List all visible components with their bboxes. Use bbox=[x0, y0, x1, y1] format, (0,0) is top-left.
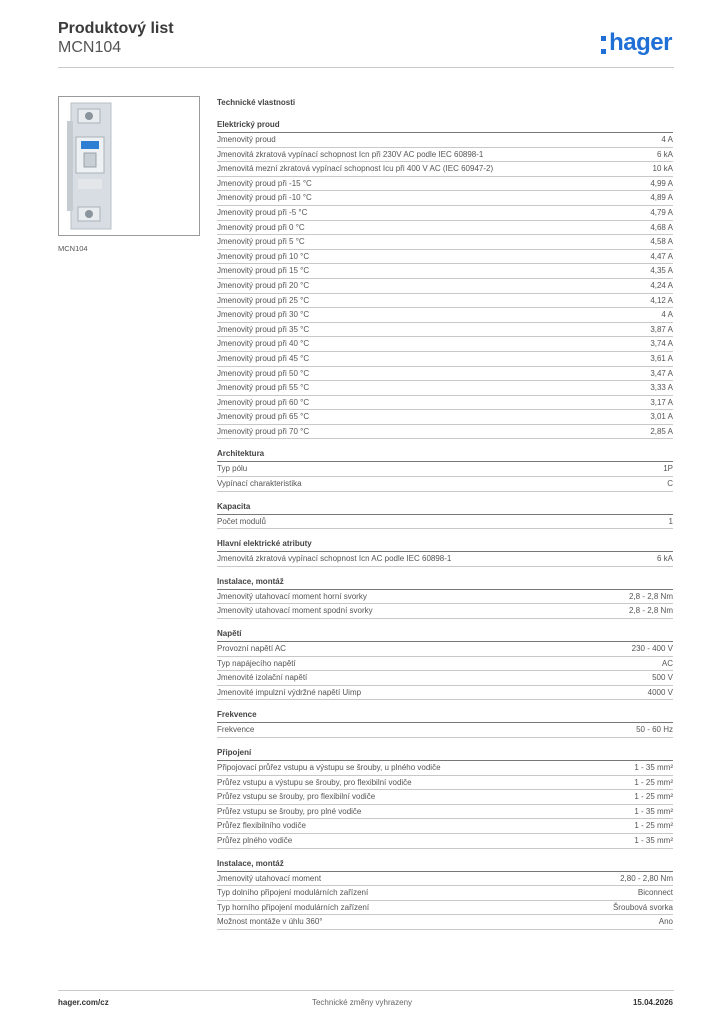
spec-label: Jmenovitá zkratová vypínací schopnost Icn při 230V AC podle IEC 60898-1 bbox=[217, 149, 484, 159]
spec-row bbox=[217, 515, 673, 530]
spec-value: 2,85 A bbox=[650, 426, 673, 436]
spec-row bbox=[217, 886, 673, 901]
document-subtitle: MCN104 bbox=[58, 39, 122, 56]
spec-section bbox=[217, 448, 673, 491]
spec-row bbox=[217, 590, 673, 605]
spec-row bbox=[217, 381, 673, 396]
spec-section bbox=[217, 501, 673, 530]
spec-row bbox=[217, 834, 673, 849]
section-spacer bbox=[217, 700, 673, 709]
spec-value: AC bbox=[661, 658, 673, 668]
spec-label: Frekvence bbox=[217, 725, 255, 735]
page-header bbox=[58, 20, 674, 70]
spec-label: Jmenovité impulzní výdržné napětí Uimp bbox=[217, 687, 362, 697]
spec-row bbox=[217, 367, 673, 382]
spec-row bbox=[217, 604, 673, 619]
spec-value: 4,47 A bbox=[650, 251, 673, 261]
spec-row bbox=[217, 279, 673, 294]
spec-row bbox=[217, 410, 673, 425]
spec-section bbox=[217, 576, 673, 619]
footer-divider bbox=[58, 990, 674, 991]
spec-section bbox=[217, 709, 673, 738]
spec-value: 4,89 A bbox=[650, 193, 673, 203]
document-title: Produktový list bbox=[58, 20, 174, 37]
logo-dots-icon bbox=[601, 36, 607, 54]
spec-label: Jmenovitá mezní zkratová vypínací schopnost Icu při 400 V AC (IEC 60947-2) bbox=[217, 164, 494, 174]
spec-row bbox=[217, 323, 673, 338]
spec-value: Biconnect bbox=[637, 888, 673, 898]
spec-row bbox=[217, 352, 673, 367]
specs-heading: Technické vlastnosti bbox=[217, 98, 296, 107]
product-image-frame bbox=[58, 96, 200, 236]
section-spacer bbox=[217, 738, 673, 747]
spec-value: 4000 V bbox=[647, 687, 673, 697]
spec-label: Typ pólu bbox=[217, 464, 248, 474]
spec-value: 1 - 35 mm² bbox=[634, 806, 673, 816]
spec-value: 2,80 - 2,80 Nm bbox=[620, 873, 673, 883]
spec-section bbox=[217, 858, 673, 930]
spec-value: 3,17 A bbox=[650, 397, 673, 407]
spec-value: 2,8 - 2,8 Nm bbox=[628, 591, 673, 601]
spec-label: Jmenovitý proud při 50 °C bbox=[217, 368, 310, 378]
spec-label: Typ horního připojení modulárních zařízení bbox=[217, 902, 370, 912]
spec-label: Jmenovitý proud při 25 °C bbox=[217, 295, 310, 305]
section-title: Připojení bbox=[217, 747, 673, 761]
spec-value: 4,12 A bbox=[650, 295, 673, 305]
spec-label: Jmenovité izolační napětí bbox=[217, 673, 308, 683]
spec-value: 10 kA bbox=[652, 164, 673, 174]
spec-row bbox=[217, 177, 673, 192]
section-title: Kapacita bbox=[217, 501, 673, 515]
spec-row bbox=[217, 723, 673, 738]
section-title: Hlavní elektrické atributy bbox=[217, 538, 673, 552]
section-spacer bbox=[217, 529, 673, 538]
spec-section bbox=[217, 119, 673, 439]
spec-label: Průřez plného vodiče bbox=[217, 835, 293, 845]
footer-notice: Technické změny vyhrazeny bbox=[311, 998, 413, 1007]
spec-row bbox=[217, 425, 673, 440]
spec-row bbox=[217, 761, 673, 776]
spec-row bbox=[217, 264, 673, 279]
spec-value: 2,8 - 2,8 Nm bbox=[628, 606, 673, 616]
spec-value: 6 kA bbox=[656, 554, 673, 564]
section-spacer bbox=[217, 567, 673, 576]
spec-value: C bbox=[667, 479, 673, 489]
spec-row bbox=[217, 477, 673, 492]
spec-value: 4,99 A bbox=[650, 178, 673, 188]
spec-value: 4,58 A bbox=[650, 237, 673, 247]
spec-label: Průřez vstupu se šrouby, pro plné vodiče bbox=[217, 806, 362, 816]
spec-label: Jmenovitý utahovací moment bbox=[217, 873, 322, 883]
section-title: Napětí bbox=[217, 628, 673, 642]
spec-label: Jmenovitý utahovací moment horní svorky bbox=[217, 591, 367, 601]
spec-value: 3,33 A bbox=[650, 383, 673, 393]
spec-value: 1 bbox=[668, 516, 673, 526]
spec-value: 230 - 400 V bbox=[631, 644, 673, 654]
spec-value: 4,24 A bbox=[650, 280, 673, 290]
spec-label: Jmenovitý proud při 45 °C bbox=[217, 353, 310, 363]
spec-value: 4,35 A bbox=[650, 266, 673, 276]
spec-label: Jmenovitý utahovací moment spodní svorky bbox=[217, 606, 373, 616]
spec-row bbox=[217, 133, 673, 148]
spec-value: 1 - 25 mm² bbox=[634, 777, 673, 787]
section-spacer bbox=[217, 439, 673, 448]
spec-label: Jmenovitá zkratová vypínací schopnost Icn AC podle IEC 60898-1 bbox=[217, 554, 452, 564]
hager-logo[interactable] bbox=[601, 28, 672, 58]
spec-value: 3,47 A bbox=[650, 368, 673, 378]
spec-row bbox=[217, 642, 673, 657]
spec-row bbox=[217, 819, 673, 834]
footer-website-link[interactable]: hager.com/cz bbox=[58, 998, 109, 1007]
spec-label: Provozní napětí AC bbox=[217, 644, 286, 654]
spec-row bbox=[217, 686, 673, 701]
logo-wordmark: hager bbox=[609, 29, 672, 56]
spec-label: Jmenovitý proud při 65 °C bbox=[217, 412, 310, 422]
spec-row bbox=[217, 657, 673, 672]
spec-label: Jmenovitý proud při 30 °C bbox=[217, 310, 310, 320]
spec-label: Počet modulů bbox=[217, 516, 266, 526]
spec-label: Jmenovitý proud při 40 °C bbox=[217, 339, 310, 349]
spec-row bbox=[217, 671, 673, 686]
header-divider bbox=[58, 67, 674, 68]
spec-value: 1 - 35 mm² bbox=[634, 763, 673, 772]
spec-row bbox=[217, 221, 673, 236]
spec-label: Jmenovitý proud při 20 °C bbox=[217, 280, 310, 290]
spec-row bbox=[217, 206, 673, 221]
spec-row bbox=[217, 776, 673, 791]
spec-label: Typ napájecího napětí bbox=[217, 658, 296, 668]
section-spacer bbox=[217, 492, 673, 501]
spec-value: Šroubová svorka bbox=[612, 902, 673, 912]
spec-row bbox=[217, 552, 673, 567]
spec-label: Připojovací průřez vstupu a výstupu se šrouby, u plného vodiče bbox=[217, 763, 441, 772]
spec-value: 3,74 A bbox=[650, 339, 673, 349]
specs-content bbox=[217, 96, 673, 930]
section-title: Instalace, montáž bbox=[217, 576, 673, 590]
spec-row bbox=[217, 148, 673, 163]
spec-section bbox=[217, 538, 673, 567]
product-caption: MCN104 bbox=[58, 244, 88, 253]
spec-value: 4,79 A bbox=[650, 207, 673, 217]
spec-value: 1 - 25 mm² bbox=[634, 821, 673, 831]
spec-value: 3,01 A bbox=[650, 412, 673, 422]
spec-row bbox=[217, 790, 673, 805]
specs-sections bbox=[217, 119, 673, 930]
footer-date: 15.04.2026 bbox=[632, 998, 673, 1007]
spec-row bbox=[217, 250, 673, 265]
spec-row bbox=[217, 235, 673, 250]
spec-value: 1 - 35 mm² bbox=[634, 835, 673, 845]
spec-section bbox=[217, 628, 673, 700]
spec-row bbox=[217, 805, 673, 820]
spec-row bbox=[217, 396, 673, 411]
spec-row bbox=[217, 308, 673, 323]
spec-row bbox=[217, 901, 673, 916]
spec-label: Jmenovitý proud bbox=[217, 135, 276, 144]
spec-value: 6 kA bbox=[656, 149, 673, 159]
spec-section bbox=[217, 747, 673, 849]
spec-label: Typ dolního připojení modulárních zařízení bbox=[217, 888, 369, 898]
spec-value: 3,61 A bbox=[650, 353, 673, 363]
spec-value: 3,87 A bbox=[650, 324, 673, 334]
section-title: Elektrický proud bbox=[217, 119, 673, 133]
spec-label: Jmenovitý proud při -10 °C bbox=[217, 193, 312, 203]
spec-label: Jmenovitý proud při 10 °C bbox=[217, 251, 310, 261]
spec-label: Průřez flexibilního vodiče bbox=[217, 821, 306, 831]
spec-label: Jmenovitý proud při -15 °C bbox=[217, 178, 312, 188]
section-title: Instalace, montáž bbox=[217, 858, 673, 872]
section-spacer bbox=[217, 849, 673, 858]
spec-label: Vypínací charakteristika bbox=[217, 479, 302, 489]
spec-label: Jmenovitý proud při 15 °C bbox=[217, 266, 310, 276]
spec-label: Jmenovitý proud při 0 °C bbox=[217, 222, 305, 232]
spec-value: Ano bbox=[658, 917, 673, 927]
section-spacer bbox=[217, 619, 673, 628]
spec-row bbox=[217, 294, 673, 309]
spec-label: Průřez vstupu a výstupu se šrouby, pro flexibilní vodiče bbox=[217, 777, 412, 787]
spec-label: Jmenovitý proud při 70 °C bbox=[217, 426, 310, 436]
spec-row bbox=[217, 337, 673, 352]
spec-value: 500 V bbox=[652, 673, 673, 683]
spec-row bbox=[217, 915, 673, 930]
spec-value: 4 A bbox=[661, 135, 673, 144]
spec-label: Jmenovitý proud při -5 °C bbox=[217, 207, 308, 217]
circuit-breaker-image bbox=[65, 101, 115, 231]
section-title: Frekvence bbox=[217, 709, 673, 723]
spec-row bbox=[217, 872, 673, 887]
spec-value: 4 A bbox=[661, 310, 673, 320]
spec-value: 4,68 A bbox=[650, 222, 673, 232]
spec-row bbox=[217, 462, 673, 477]
spec-value: 50 - 60 Hz bbox=[636, 725, 673, 735]
spec-label: Možnost montáže v úhlu 360° bbox=[217, 917, 323, 927]
spec-row bbox=[217, 191, 673, 206]
spec-label: Jmenovitý proud při 35 °C bbox=[217, 324, 310, 334]
section-title: Architektura bbox=[217, 448, 673, 462]
spec-label: Jmenovitý proud při 5 °C bbox=[217, 237, 305, 247]
spec-label: Jmenovitý proud při 60 °C bbox=[217, 397, 310, 407]
spec-label: Jmenovitý proud při 55 °C bbox=[217, 383, 310, 393]
spec-label: Průřez vstupu se šrouby, pro flexibilní vodiče bbox=[217, 792, 376, 802]
spec-value: 1P bbox=[663, 464, 673, 474]
spec-value: 1 - 25 mm² bbox=[634, 792, 673, 802]
spec-row bbox=[217, 162, 673, 177]
